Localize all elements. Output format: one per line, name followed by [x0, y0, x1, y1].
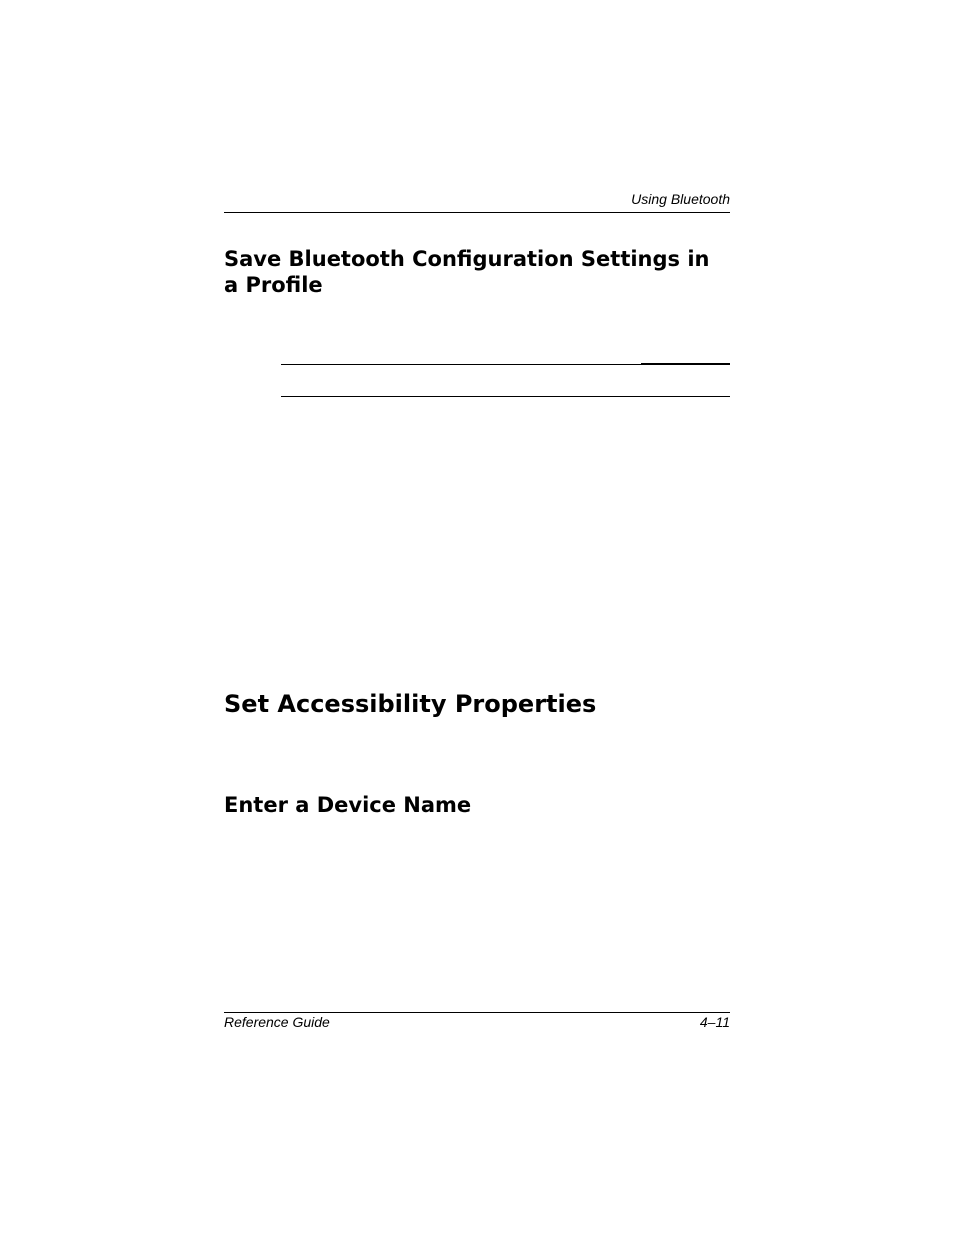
footer-guide-title: Reference Guide: [224, 1014, 330, 1030]
section-heading-device-name: Enter a Device Name: [224, 793, 472, 817]
note-rule-top-accent: [641, 363, 730, 365]
footer-page-number: 4–11: [699, 1014, 730, 1030]
section-heading-save-profile: Save Bluetooth Configuration Settings in a Profile: [224, 247, 710, 297]
running-header: Using Bluetooth: [631, 191, 730, 207]
footer-rule: [224, 1012, 730, 1013]
note-rule-bottom: [281, 396, 730, 397]
section-heading-accessibility: Set Accessibility Properties: [224, 690, 597, 718]
header-rule: [224, 212, 730, 213]
